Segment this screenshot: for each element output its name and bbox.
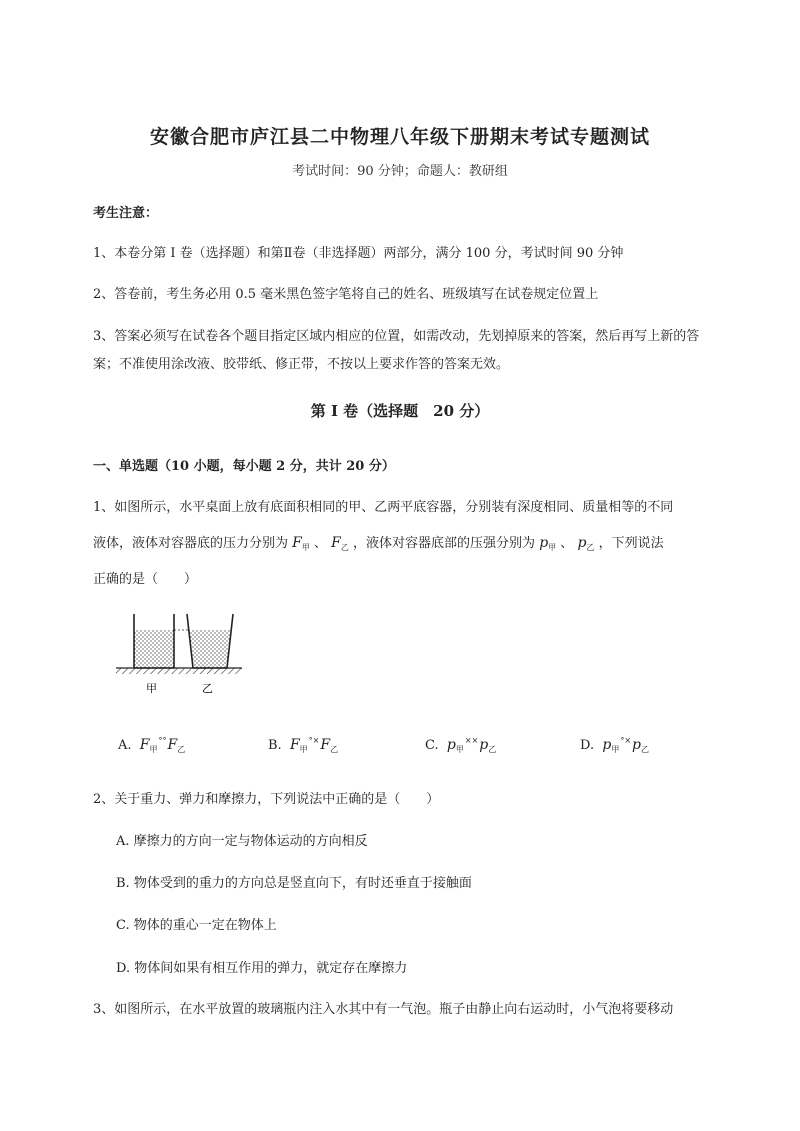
subscript-jia: 甲 — [301, 543, 310, 552]
relation-symbol: ×× — [464, 736, 479, 745]
q1-container-figure — [110, 608, 250, 698]
notice-item-1: 1、本卷分第 I 卷（选择题）和第Ⅱ卷（非选择题）两部分，满分 100 分，考试时间 90 分钟 — [93, 246, 624, 261]
label-jia: 甲 — [146, 682, 157, 695]
pressure-symbol: p — [539, 535, 549, 551]
relation-symbol: °° — [158, 736, 167, 745]
force-symbol: F — [331, 535, 341, 551]
q1-option-b[interactable] — [268, 736, 338, 755]
q1-text-a: 液体，液体对容器底的压力分别为 — [93, 536, 289, 551]
notice-item-3: 3、答案必须写在试卷各个题目指定区域内相应的位置，如需改动，先划掉原来的答案，然后再写上新的答案；不准使用涂改液、胶带纸、修正带，不按以上要求作答的答案无效。 — [93, 329, 700, 372]
exam-subtitle: 考试时间：90 分钟；命题人：教研组 — [292, 164, 508, 179]
subscript-yi: 乙 — [340, 543, 349, 552]
subscript-jia: 甲 — [611, 745, 620, 754]
option-letter: B. — [268, 738, 282, 753]
subscript-jia: 甲 — [149, 745, 158, 754]
subscript-yi: 乙 — [177, 745, 186, 754]
subscript-jia: 甲 — [299, 745, 308, 754]
option-var-left: p — [602, 737, 612, 753]
notice-item-2: 2、答卷前，考生务必用 0.5 毫米黑色签字笔将自己的姓名、班级填写在试卷规定位置上 — [93, 287, 599, 302]
page-title: 安徽合肥市庐江县二中物理八年级下册期末考试专题测试 — [149, 126, 650, 148]
relation-symbol: °× — [620, 736, 632, 745]
subscript-jia: 甲 — [455, 745, 464, 754]
part-heading: 一、单选题（10 小题，每小题 2 分，共计 20 分） — [93, 459, 395, 474]
liquid-yi — [189, 630, 231, 668]
q1-option-c[interactable] — [425, 736, 496, 755]
option-var-left: F — [289, 737, 300, 753]
q2-option-a[interactable]: A. 摩擦力的方向一定与物体运动的方向相反 — [116, 834, 368, 849]
q2-option-b[interactable]: B. 物体受到的重力的方向总是竖直向下，有时还垂直于接触面 — [116, 876, 472, 891]
option-letter: A. — [118, 738, 132, 753]
subscript-yi: 乙 — [641, 745, 649, 754]
option-var-right: F — [320, 737, 331, 753]
q1-line-1: 1、如图所示，水平桌面上放有底面积相同的甲、乙两平底容器，分别装有深度相同、质量相等的不同 — [93, 500, 674, 515]
q1-option-d[interactable] — [580, 736, 649, 755]
pressure-symbol: p — [577, 535, 587, 551]
liquid-jia — [134, 630, 174, 668]
notice-heading: 考生注意： — [93, 206, 159, 221]
q2-option-d[interactable]: D. 物体间如果有相互作用的弹力，就定存在摩擦力 — [116, 961, 408, 976]
section-title: 第 I 卷（选择题 20 分） — [310, 402, 490, 420]
q2-stem: 2、关于重力、弹力和摩擦力，下列说法中正确的是（ ） — [93, 792, 440, 807]
subscript-yi: 乙 — [330, 745, 339, 754]
relation-symbol: °× — [308, 736, 320, 745]
label-yi: 乙 — [202, 682, 213, 695]
option-var-left: p — [446, 737, 456, 753]
subscript-yi: 乙 — [488, 745, 497, 754]
option-var-right: p — [479, 737, 489, 753]
q1-option-a[interactable] — [118, 736, 185, 755]
force-symbol: F — [292, 535, 302, 551]
option-var-left: F — [139, 737, 150, 753]
q1-text-e: ，下列说法 — [598, 536, 664, 551]
option-letter: C. — [425, 738, 439, 753]
q1-line-3: 正确的是（ ） — [93, 572, 198, 587]
option-letter: D. — [580, 738, 595, 753]
q1-text-c: ，液体对容器底部的压强分别为 — [353, 536, 536, 551]
q1-text-d: 、 — [560, 536, 574, 551]
q1-line-2 — [93, 532, 664, 553]
option-var-right: F — [167, 737, 178, 753]
option-var-right: p — [632, 737, 641, 753]
subscript-jia: 甲 — [548, 543, 557, 552]
subscript-yi: 乙 — [586, 543, 595, 552]
q3-stem: 3、如图所示，在水平放置的玻璃瓶内注入水其中有一气泡。瓶子由静止向右运动时，小气泡将要移动 — [93, 1002, 674, 1017]
q2-option-c[interactable]: C. 物体的重心一定在物体上 — [116, 918, 277, 933]
table-surface — [116, 668, 242, 674]
q1-text-b: 、 — [314, 536, 328, 551]
